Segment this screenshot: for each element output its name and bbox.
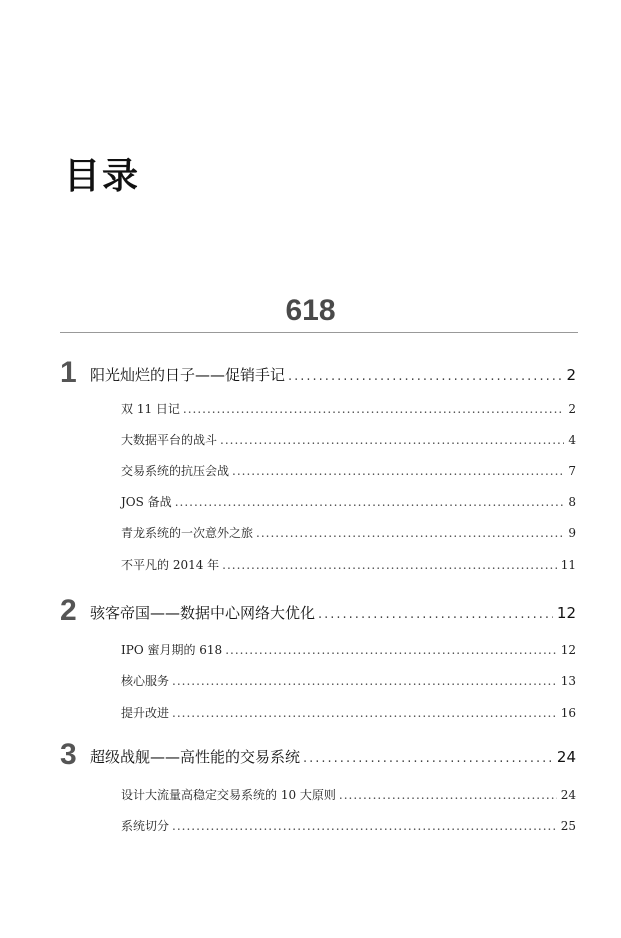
section-title: 提升改进 — [121, 706, 170, 720]
chapter-2[interactable] — [60, 596, 576, 626]
chapter-number: 3 — [60, 738, 77, 771]
section-title: 青龙系统的一次意外之旅 — [121, 526, 254, 540]
chapter-3[interactable] — [60, 740, 576, 770]
section-title: 核心服务 — [121, 674, 170, 688]
toc-entry[interactable] — [121, 556, 576, 573]
dot-leader — [172, 706, 557, 720]
toc-entry[interactable] — [121, 786, 576, 803]
dot-leader — [222, 558, 557, 572]
toc-entry[interactable] — [121, 524, 576, 541]
dot-leader — [225, 643, 557, 657]
chapter-number: 2 — [60, 594, 77, 627]
chapter-title: 阳光灿烂的日子——促销手记 — [90, 366, 286, 384]
section-title: 双 11 日记 — [121, 402, 180, 416]
part-title: 618 — [285, 294, 336, 327]
section-title: 系统切分 — [121, 819, 170, 833]
dot-leader — [303, 751, 553, 766]
toc-entry[interactable] — [121, 672, 576, 689]
section-page: 13 — [560, 674, 576, 688]
section-page: 8 — [568, 495, 576, 509]
toc-entry[interactable] — [121, 431, 576, 448]
dot-leader — [288, 369, 562, 384]
section-page: 25 — [560, 819, 576, 833]
section-title: JOS 备战 — [121, 495, 172, 509]
chapter-page: 24 — [556, 748, 576, 766]
section-page: 16 — [560, 706, 576, 720]
toc-entry[interactable] — [121, 704, 576, 721]
dot-leader — [220, 433, 564, 447]
section-page: 4 — [568, 433, 576, 447]
dot-leader — [339, 788, 557, 802]
section-title: 不平凡的 2014 年 — [121, 558, 220, 572]
section-title: 交易系统的抗压会战 — [121, 464, 230, 478]
dot-leader — [172, 819, 557, 833]
toc-entry[interactable] — [121, 400, 576, 417]
toc-entry[interactable] — [121, 817, 576, 834]
section-title: 大数据平台的战斗 — [121, 433, 218, 447]
section-page: 12 — [560, 643, 576, 657]
chapter-title: 超级战舰——高性能的交易系统 — [90, 748, 301, 766]
section-page: 7 — [568, 464, 576, 478]
chapter-1[interactable] — [60, 358, 576, 388]
page-title: 目录 — [64, 155, 141, 197]
chapter-page: 12 — [556, 604, 576, 622]
dot-leader — [175, 495, 565, 509]
section-page: 11 — [560, 558, 576, 572]
toc-entry[interactable] — [121, 493, 576, 510]
section-page: 9 — [568, 526, 576, 540]
section-title: IPO 蜜月期的 618 — [121, 643, 223, 657]
section-title: 设计大流量高稳定交易系统的 10 大原则 — [121, 788, 336, 802]
chapter-page: 2 — [566, 366, 576, 384]
part-divider — [60, 332, 578, 333]
dot-leader — [232, 464, 564, 478]
dot-leader — [256, 526, 564, 540]
chapter-number: 1 — [60, 356, 77, 389]
dot-leader — [172, 674, 557, 688]
dot-leader — [318, 607, 553, 622]
toc-entry[interactable] — [121, 641, 576, 658]
section-page: 2 — [568, 402, 576, 416]
section-page: 24 — [560, 788, 576, 802]
dot-leader — [183, 402, 564, 416]
toc-entry[interactable] — [121, 462, 576, 479]
chapter-title: 骇客帝国——数据中心网络大优化 — [90, 604, 316, 622]
